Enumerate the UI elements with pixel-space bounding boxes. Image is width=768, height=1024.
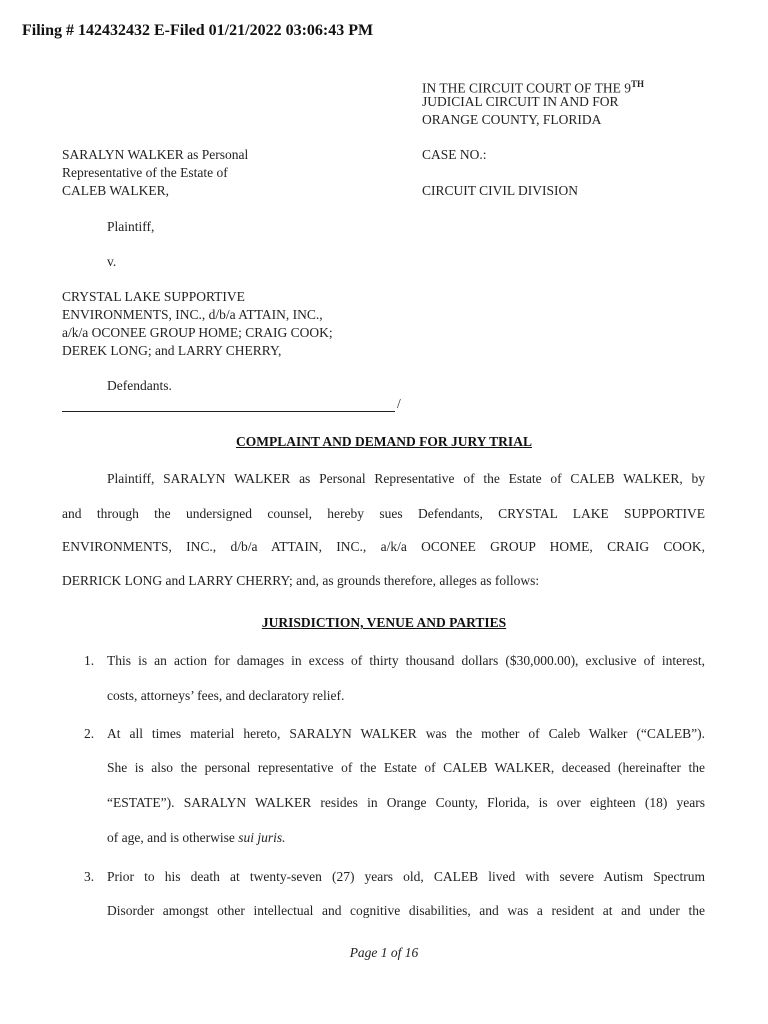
- intro-line: DERRICK LONG and LARRY CHERRY; and, as grounds therefore, alleges as follows:: [62, 573, 540, 588]
- section-heading: JURISDICTION, VENUE AND PARTIES: [261, 615, 507, 630]
- item-line: Disorder amongst other intellectual and cognitive disabilities, and was a resident at and under the: [107, 903, 705, 918]
- item-line: [107, 829, 285, 847]
- item-line: This is an action for damages in excess of thirty thousand dollars ($30,000.00), exclusive of interest,: [107, 653, 705, 668]
- sui-juris: sui juris.: [238, 830, 286, 845]
- item-line: costs, attorneys’ fees, and declaratory relief.: [107, 688, 345, 703]
- intro-line: ENVIRONMENTS, INC., d/b/a ATTAIN, INC., a/k/a OCONEE GROUP HOME, CRAIG COOK,: [62, 539, 705, 554]
- item-line: “ESTATE”). SARALYN WALKER resides in Orange County, Florida, is over eighteen (18) years: [107, 795, 705, 810]
- defendant-line: a/k/a OCONEE GROUP HOME; CRAIG COOK;: [62, 325, 333, 340]
- court-sup: TH: [630, 79, 644, 89]
- case-number: CASE NO.:: [422, 147, 487, 162]
- court-line-1-text: IN THE CIRCUIT COURT OF THE 9: [422, 80, 631, 96]
- defendant-line: ENVIRONMENTS, INC., d/b/a ATTAIN, INC.,: [62, 307, 323, 322]
- court-line-3: ORANGE COUNTY, FLORIDA: [422, 112, 602, 127]
- filing-header: Filing # 142432432 E-Filed 01/21/2022 03:06:43 PM: [22, 22, 374, 39]
- item-line: At all times material hereto, SARALYN WALKER was the mother of Caleb Walker (“CALEB”).: [107, 726, 705, 741]
- item-line: Prior to his death at twenty-seven (27) years old, CALEB lived with severe Autism Spectrum: [107, 869, 705, 884]
- court-line-2: JUDICIAL CIRCUIT IN AND FOR: [422, 94, 619, 109]
- item-number: 1.: [84, 653, 95, 668]
- item-number: 2.: [84, 726, 95, 741]
- defendant-line: CRYSTAL LAKE SUPPORTIVE: [62, 289, 245, 304]
- versus: v.: [107, 254, 117, 269]
- item-number: 3.: [84, 869, 95, 884]
- item-line-text: of age, and is otherwise: [107, 830, 239, 845]
- plaintiff-line: SARALYN WALKER as Personal: [62, 147, 249, 162]
- item-line: She is also the personal representative of the Estate of CALEB WALKER, deceased (hereinafter the: [107, 760, 705, 775]
- document-title: COMPLAINT AND DEMAND FOR JURY TRIAL: [236, 434, 532, 449]
- plaintiff-line: CALEB WALKER,: [62, 183, 169, 198]
- caption-rule: [62, 411, 395, 412]
- defendants-role: Defendants.: [107, 378, 172, 393]
- caption-slash: /: [397, 396, 401, 411]
- division: CIRCUIT CIVIL DIVISION: [422, 183, 578, 198]
- defendant-line: DEREK LONG; and LARRY CHERRY,: [62, 343, 282, 358]
- intro-line: Plaintiff, SARALYN WALKER as Personal Representative of the Estate of CALEB WALKER, by: [107, 471, 705, 486]
- plaintiff-role: Plaintiff,: [107, 219, 155, 234]
- page-footer: Page 1 of 16: [349, 945, 419, 960]
- intro-line: and through the undersigned counsel, hereby sues Defendants, CRYSTAL LAKE SUPPORTIVE: [62, 506, 705, 521]
- plaintiff-line: Representative of the Estate of: [62, 165, 228, 180]
